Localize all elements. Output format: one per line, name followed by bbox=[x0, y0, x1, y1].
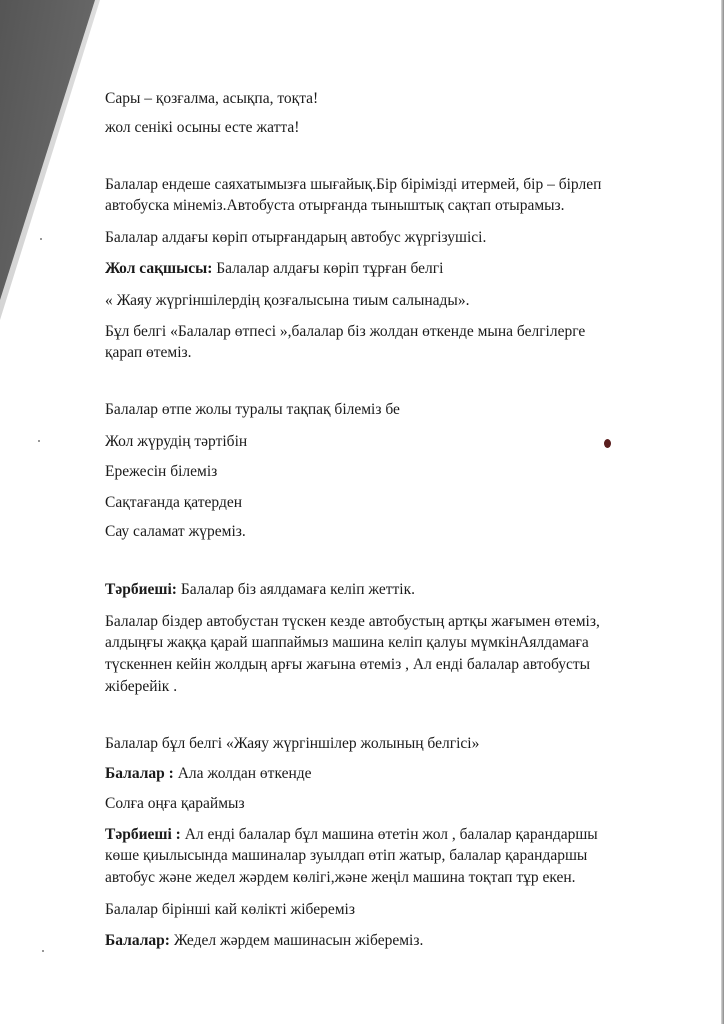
text-line: автобуска мінеміз.Автобуста отырғанда тыныштық сақтап отырамыз. bbox=[105, 197, 565, 214]
text-line: түскеннен кейін жолдың арғы жағына өтеміз , Ал енді балалар автобусты bbox=[105, 656, 591, 673]
dialogue-line: Тәрбиеші: Балалар біз аялдамаға келіп жеттік. bbox=[105, 581, 416, 598]
poem-line: Сау саламат жүреміз. bbox=[105, 523, 246, 540]
ink-speck bbox=[604, 439, 611, 448]
text-line: « Жаяу жүргіншілердің қозғалысына тиым салынады». bbox=[105, 292, 470, 309]
speaker-label: Тәрбиеші: bbox=[105, 581, 177, 598]
poem-line: Жол жүрудің тәртібін bbox=[105, 433, 248, 450]
text-line: Сары – қозғалма, асықпа, тоқта! bbox=[105, 90, 319, 107]
text-line: Балалар бірінші кай көлікті жібереміз bbox=[105, 901, 355, 918]
text-line: автобус және жедел жәрдем көлігі,және жеңіл машина тоқтап тұр екен. bbox=[105, 869, 576, 886]
text-line: қарап өтеміз. bbox=[105, 344, 192, 361]
ink-speck bbox=[38, 440, 40, 442]
poem-line: Сақтағанда қатерден bbox=[105, 494, 243, 511]
ink-speck bbox=[40, 238, 42, 240]
dialogue-line: Тәрбиеші : Ал енді балалар бұл машина өтетін жол , балалар қарандаршы bbox=[105, 826, 598, 843]
text-line: Балалар ендеше саяхатымызға шығайық.Бір бірімізді итермей, бір – бірлеп bbox=[105, 176, 602, 193]
text-line: алдыңғы жаққа қарай шаппаймыз машина келіп қалуы мүмкінАялдамаға bbox=[105, 634, 589, 651]
speaker-label: Тәрбиеші : bbox=[105, 826, 181, 843]
speaker-label: Жол сақшысы: bbox=[105, 260, 213, 277]
text-line: Балалар бұл белгі «Жаяу жүргіншілер жолының белгісі» bbox=[105, 735, 480, 752]
speaker-label: Балалар: bbox=[105, 932, 170, 949]
speaker-label: Балалар : bbox=[105, 765, 174, 782]
text-line: Солға оңға қараймыз bbox=[105, 795, 245, 812]
text-line: Бұл белгі «Балалар өтпесі »,балалар біз жолдан өткенде мына белгілерге bbox=[105, 323, 586, 340]
text-line: көше қиылысында машиналар зуылдап өтіп жатыр, балалар қарандаршы bbox=[105, 847, 588, 864]
poem-line: Ережесін білеміз bbox=[105, 463, 218, 480]
text-line: жіберейік . bbox=[105, 678, 178, 695]
text-line: Балалар біздер автобустан түскен кезде автобустың артқы жағымен өтеміз, bbox=[105, 613, 600, 630]
text-line: Балалар алдағы көріп отырғандарың автобус жүргізушісі. bbox=[105, 229, 487, 246]
text-line: Балалар өтпе жолы туралы тақпақ білеміз бе bbox=[105, 401, 400, 418]
dialogue-line: Балалар: Жедел жәрдем машинасын жібереміз. bbox=[105, 932, 424, 949]
dialogue-line: Жол сақшысы: Балалар алдағы көріп тұрған белгі bbox=[105, 260, 444, 277]
ink-speck bbox=[42, 950, 44, 952]
text-line: жол сенікі осыны есте жатта! bbox=[105, 119, 300, 136]
dialogue-line: Балалар : Ала жолдан өткенде bbox=[105, 765, 312, 782]
